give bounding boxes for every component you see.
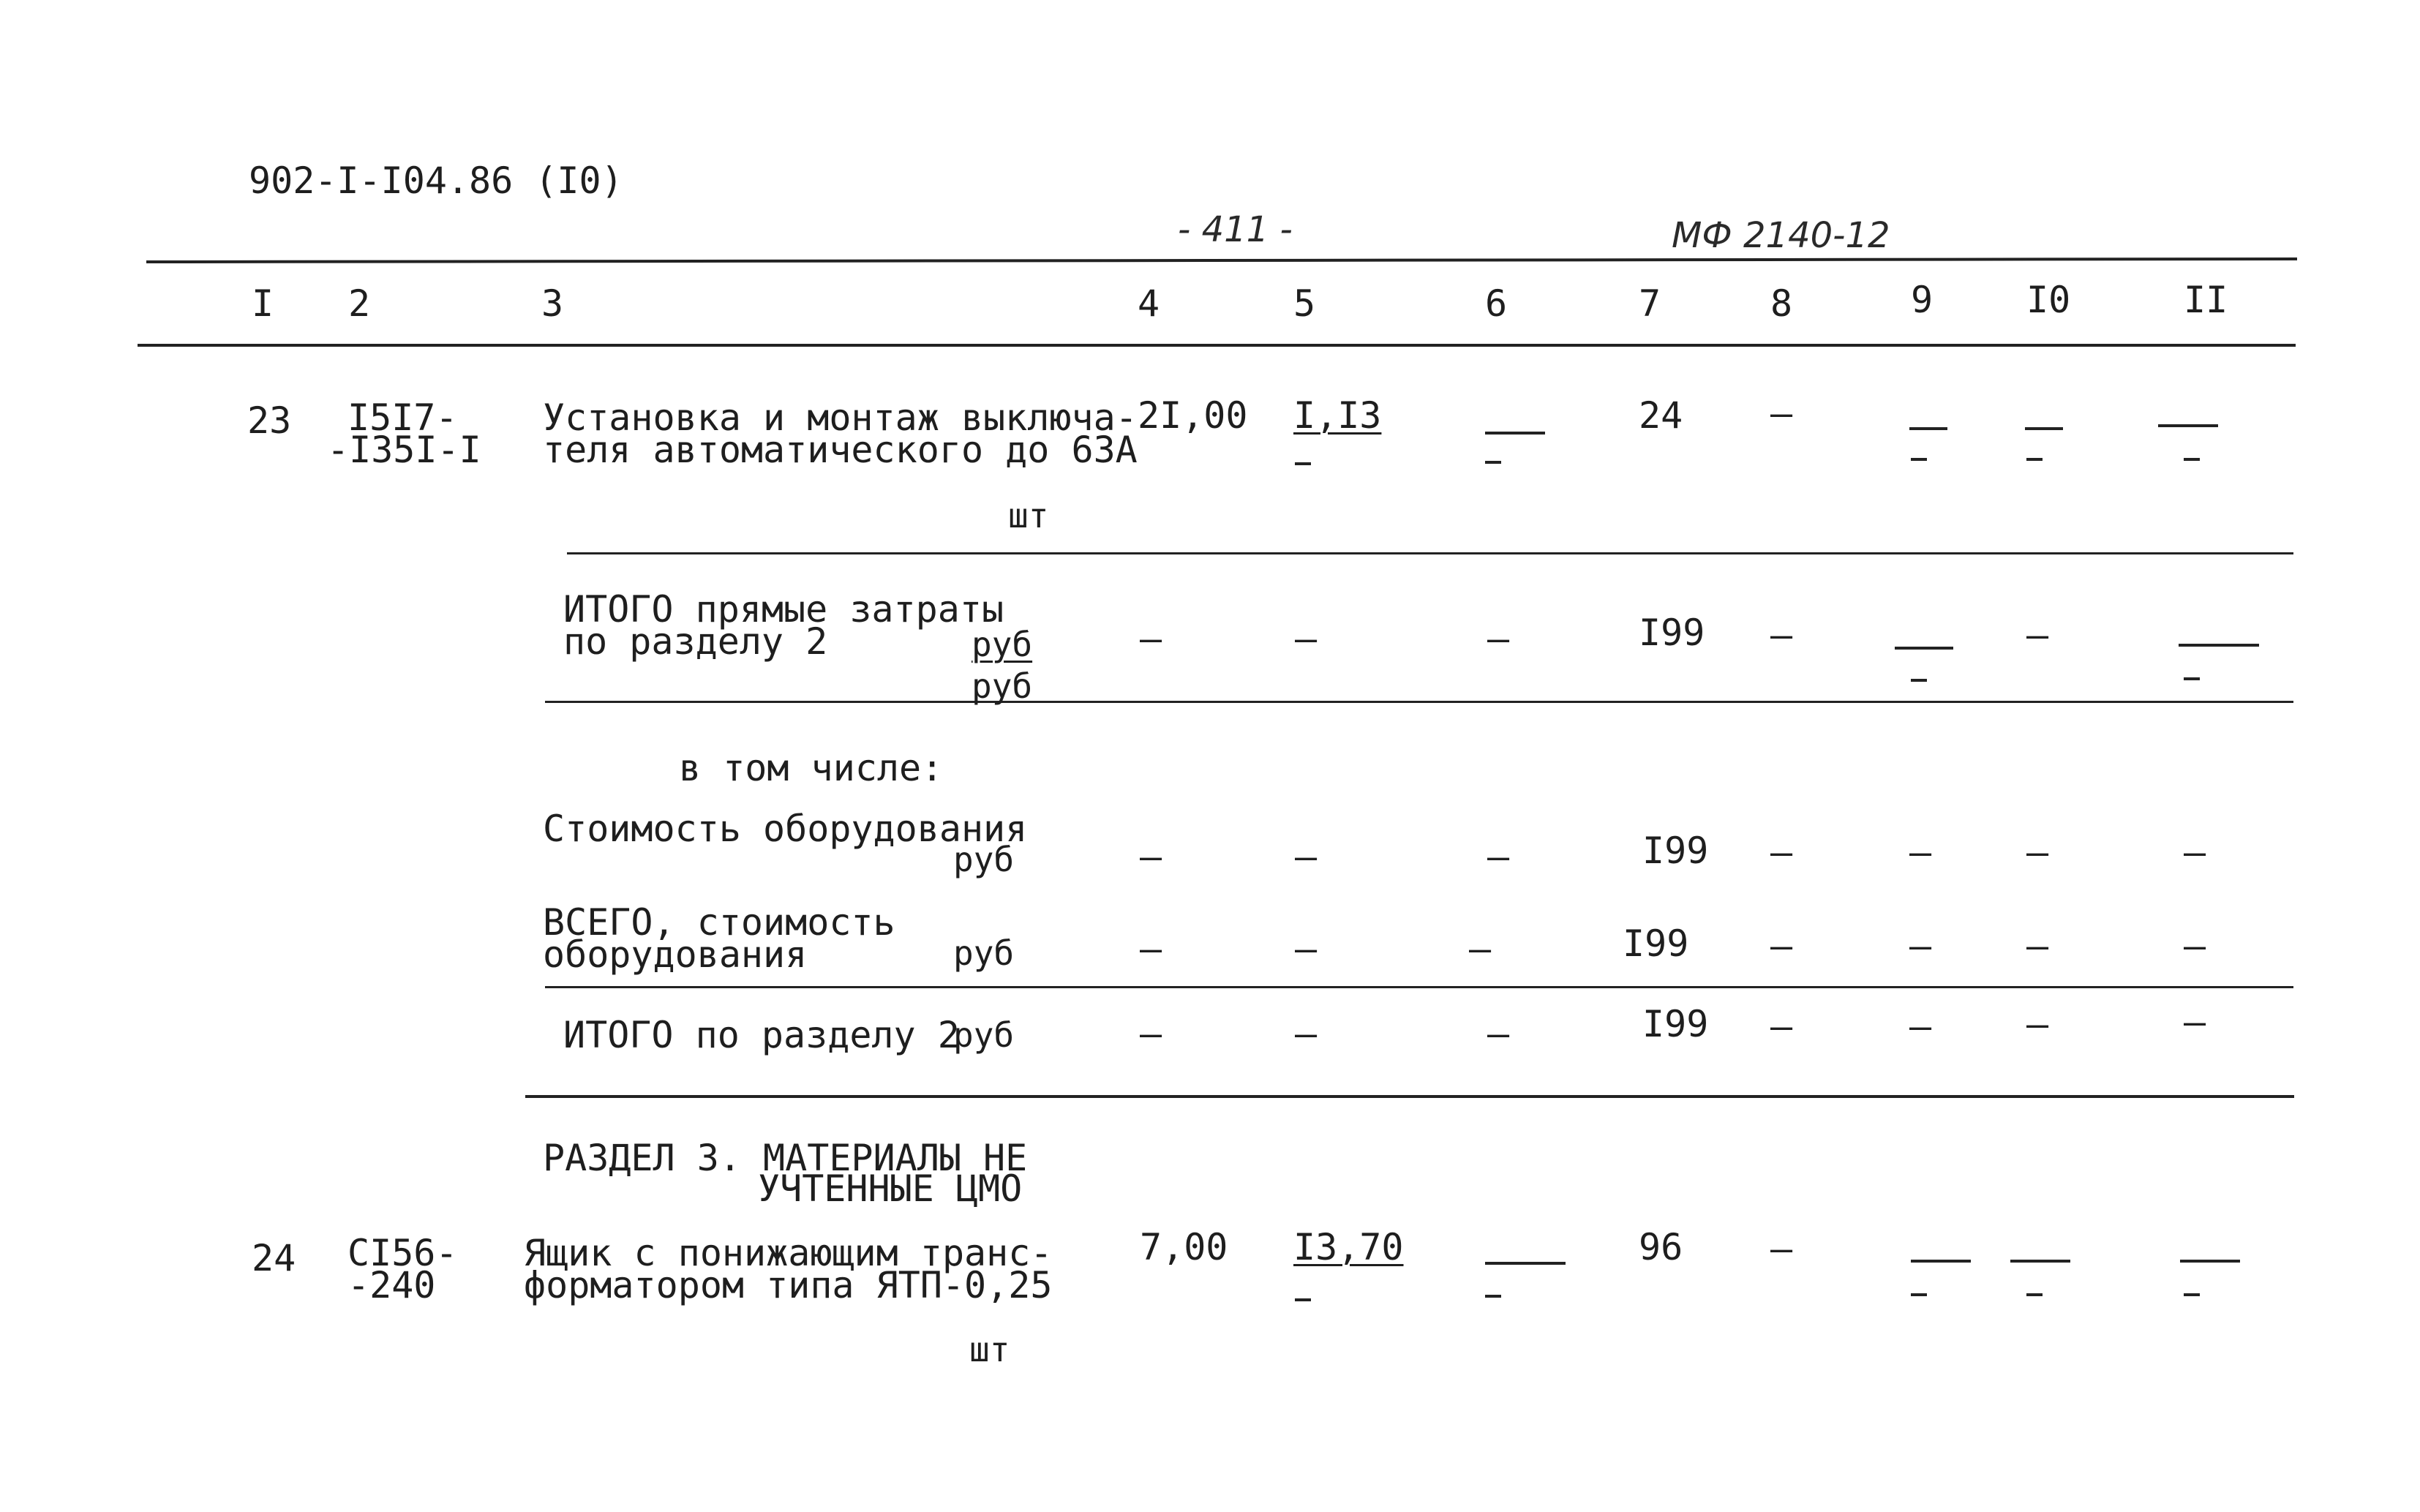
- column-header-10: I0: [2026, 279, 2071, 321]
- itogo-direct-col9-upper: [1895, 647, 1953, 650]
- itogo-section-col8: –: [1770, 1005, 1793, 1048]
- itogo-direct-col6: –: [1487, 617, 1510, 660]
- row24-description-line1: Ящик с понижающим транс-: [524, 1232, 1053, 1274]
- row24-col10-upper: [2010, 1260, 2070, 1263]
- row23-number: 23: [247, 399, 292, 442]
- row24-col11-upper: [2180, 1260, 2240, 1263]
- equipment-unit: руб: [953, 840, 1015, 879]
- equipment-col9: –: [1909, 831, 1932, 873]
- total-equipment-col5: –: [1295, 928, 1318, 970]
- row24-col6-lower: [1485, 1295, 1501, 1298]
- section3-title-line2: УЧТЕННЫЕ ЦМО: [758, 1167, 1023, 1210]
- including-label: в том числе:: [679, 747, 944, 789]
- itogo-section-col9: –: [1909, 1005, 1932, 1048]
- row24-col4: 7,00: [1140, 1226, 1228, 1268]
- column-header-5: 5: [1293, 282, 1316, 325]
- row24-col6-upper: [1485, 1262, 1566, 1265]
- itogo-direct-col11-upper: [2179, 644, 2259, 647]
- itogo-section-col4: –: [1140, 1012, 1162, 1055]
- row24-col9-upper: [1911, 1260, 1971, 1263]
- total-equipment-label-line1: ВСЕГО, стоимость: [543, 901, 895, 944]
- row24-col5-lower-dash: [1295, 1298, 1311, 1301]
- row23-col9-upper: [1909, 427, 1947, 430]
- row24-code-line1: СI56-: [347, 1232, 458, 1274]
- itogo-direct-col11-lower: [2184, 677, 2200, 680]
- equipment-col5: –: [1295, 835, 1318, 878]
- row23-code-line1: I5I7-: [347, 396, 458, 439]
- itogo-direct-col4: –: [1140, 617, 1162, 660]
- row24-col5: I3,70: [1293, 1226, 1404, 1268]
- itogo-direct-col5: –: [1295, 617, 1318, 660]
- equipment-label: Стоимость оборудования: [543, 808, 1028, 850]
- row23-col4: 2I,00: [1138, 394, 1248, 437]
- row24-col9-lower: [1911, 1293, 1927, 1296]
- rule-after-row23: [567, 552, 2293, 554]
- column-header-9: 9: [1911, 279, 1934, 321]
- column-header-8: 8: [1770, 282, 1793, 325]
- row24-unit: шт: [969, 1330, 1010, 1369]
- row23-col5-lower-dash: [1295, 462, 1311, 465]
- itogo-direct-unit1: руб: [972, 625, 1033, 664]
- equipment-col6: –: [1487, 835, 1510, 878]
- row23-col11-lower: [2184, 458, 2200, 461]
- column-header-3: 3: [541, 282, 564, 325]
- column-header-7: 7: [1639, 282, 1661, 325]
- row23-col9-lower: [1911, 458, 1927, 461]
- column-header-11: II: [2184, 279, 2228, 321]
- row23-col6-lower: [1485, 461, 1501, 464]
- equipment-col10: –: [2026, 831, 2049, 873]
- row23-col10-lower: [2026, 458, 2043, 461]
- row24-number: 24: [252, 1237, 296, 1279]
- row23-col7: 24: [1639, 394, 1683, 437]
- column-header-4: 4: [1138, 282, 1160, 325]
- row24-col8: –: [1770, 1227, 1793, 1270]
- row23-col8: –: [1770, 392, 1793, 435]
- row23-col11-upper: [2158, 424, 2218, 427]
- handwritten-reference: МФ 2140-12: [1672, 215, 1890, 256]
- equipment-col11: –: [2184, 831, 2206, 873]
- itogo-section-col10: –: [2026, 1003, 2049, 1045]
- total-equipment-label-line2: оборудования: [543, 933, 808, 976]
- section3-title-line1: РАЗДЕЛ 3. МАТЕРИАЛЫ НЕ: [543, 1137, 1028, 1179]
- column-header-2: 2: [348, 282, 371, 325]
- total-equipment-col6: –: [1469, 928, 1492, 970]
- document-code: 902-I-I04.86 (I0): [249, 159, 623, 202]
- row23-col10-upper: [2025, 427, 2063, 430]
- itogo-section-col11: –: [2184, 1001, 2206, 1043]
- row24-col10-lower: [2026, 1293, 2043, 1296]
- row24-description-line2: форматором типа ЯТП-0,25: [524, 1264, 1053, 1306]
- itogo-direct-label-line2: по разделу 2: [563, 620, 828, 663]
- itogo-section-col5: –: [1295, 1012, 1318, 1055]
- itogo-section-col7: I99: [1642, 1003, 1709, 1045]
- rule-after-itogo-section: [525, 1095, 2294, 1098]
- itogo-section-col6: –: [1487, 1012, 1510, 1055]
- total-equipment-col7: I99: [1623, 922, 1689, 965]
- row24-col11-lower: [2184, 1293, 2200, 1296]
- itogo-direct-col9-lower: [1911, 679, 1927, 682]
- itogo-section-unit: руб: [953, 1015, 1015, 1055]
- row23-unit: шт: [1008, 496, 1049, 535]
- total-equipment-col9: –: [1909, 925, 1932, 967]
- total-equipment-col4: –: [1140, 928, 1162, 970]
- total-equipment-unit: руб: [953, 933, 1015, 973]
- rule-after-itogo-direct: [545, 701, 2293, 703]
- total-equipment-col11: –: [2184, 925, 2206, 967]
- equipment-col7: I99: [1642, 830, 1709, 872]
- header-bottom-rule: [138, 344, 2296, 347]
- column-header-6: 6: [1485, 282, 1508, 325]
- column-header-1: I: [252, 282, 274, 325]
- row24-code-line2: -240: [347, 1264, 436, 1306]
- itogo-direct-unit2: руб: [972, 666, 1033, 706]
- total-equipment-col8: –: [1770, 925, 1793, 967]
- page-number: - 411 -: [1178, 209, 1293, 250]
- equipment-col8: –: [1770, 831, 1793, 873]
- itogo-direct-col10: –: [2026, 614, 2049, 656]
- itogo-direct-col7: I99: [1639, 612, 1705, 654]
- row23-col6-upper: [1485, 432, 1545, 435]
- equipment-col4: –: [1140, 835, 1162, 878]
- row24-col7: 96: [1639, 1226, 1683, 1268]
- itogo-direct-label-line1: ИТОГО прямые затраты: [563, 588, 1004, 631]
- row23-description-line1: Установка и монтаж выключа-: [543, 396, 1138, 439]
- itogo-section-label: ИТОГО по разделу 2: [563, 1014, 960, 1056]
- header-top-rule: [146, 257, 2297, 263]
- rule-after-total-equipment: [545, 986, 2293, 988]
- itogo-direct-col8: –: [1770, 614, 1793, 656]
- row23-col5: I,I3: [1293, 394, 1382, 437]
- total-equipment-col10: –: [2026, 925, 2049, 967]
- row23-code-line2: -I35I-I: [327, 429, 481, 471]
- row23-description-line2: теля автоматического до 63А: [543, 429, 1138, 471]
